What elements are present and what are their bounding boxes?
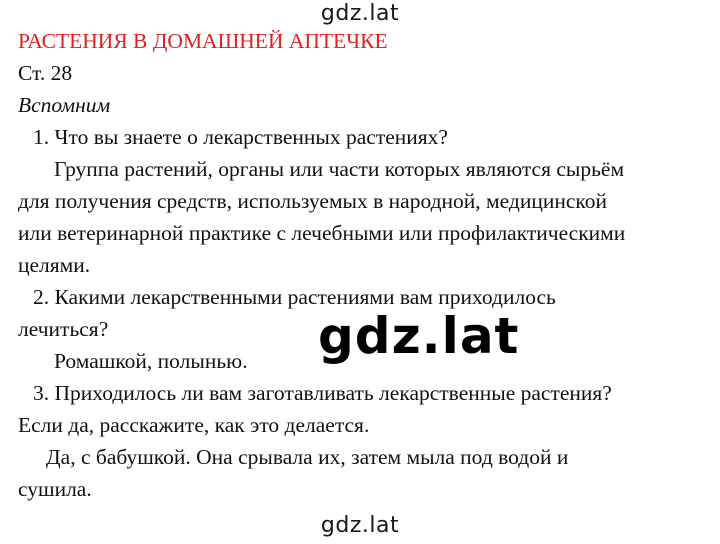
watermark-top: gdz.lat xyxy=(320,1,400,26)
answer-2: Ромашкой, полынью. xyxy=(54,349,248,373)
answer-3-line-1: Да, с бабушкой. Она срывала их, затем мыла под водой и xyxy=(46,445,569,469)
question-2-line-2: лечиться? xyxy=(18,317,109,341)
answer-1-line-2: для получения средств, используемых в народной, медицинской xyxy=(18,189,608,213)
document-body xyxy=(18,25,714,505)
question-2-line-1: 2. Какими лекарственными растениями вам приходилось xyxy=(33,285,556,309)
question-1: 1. Что вы знаете о лекарственных растениях? xyxy=(33,125,448,149)
question-3-line-1: 3. Приходилось ли вам заготавливать лекарственные растения? xyxy=(33,381,612,405)
document-title: РАСТЕНИЯ В ДОМАШНЕЙ АПТЕЧКЕ xyxy=(18,29,388,53)
watermark-center: gdz.lat xyxy=(318,307,520,365)
question-3-line-2: Если да, расскажите, как это делается. xyxy=(18,413,370,437)
watermark-bottom: gdz.lat xyxy=(320,513,400,538)
answer-3-line-2: сушила. xyxy=(18,477,92,501)
section-heading: Вспомним xyxy=(18,93,111,117)
answer-1-line-4: целями. xyxy=(18,253,91,277)
answer-1-line-3: или ветеринарной практике с лечебными или профилактическими xyxy=(18,221,626,245)
page-reference: Ст. 28 xyxy=(18,61,73,85)
answer-1-line-1: Группа растений, органы или части которых являются сырьём xyxy=(54,157,625,181)
